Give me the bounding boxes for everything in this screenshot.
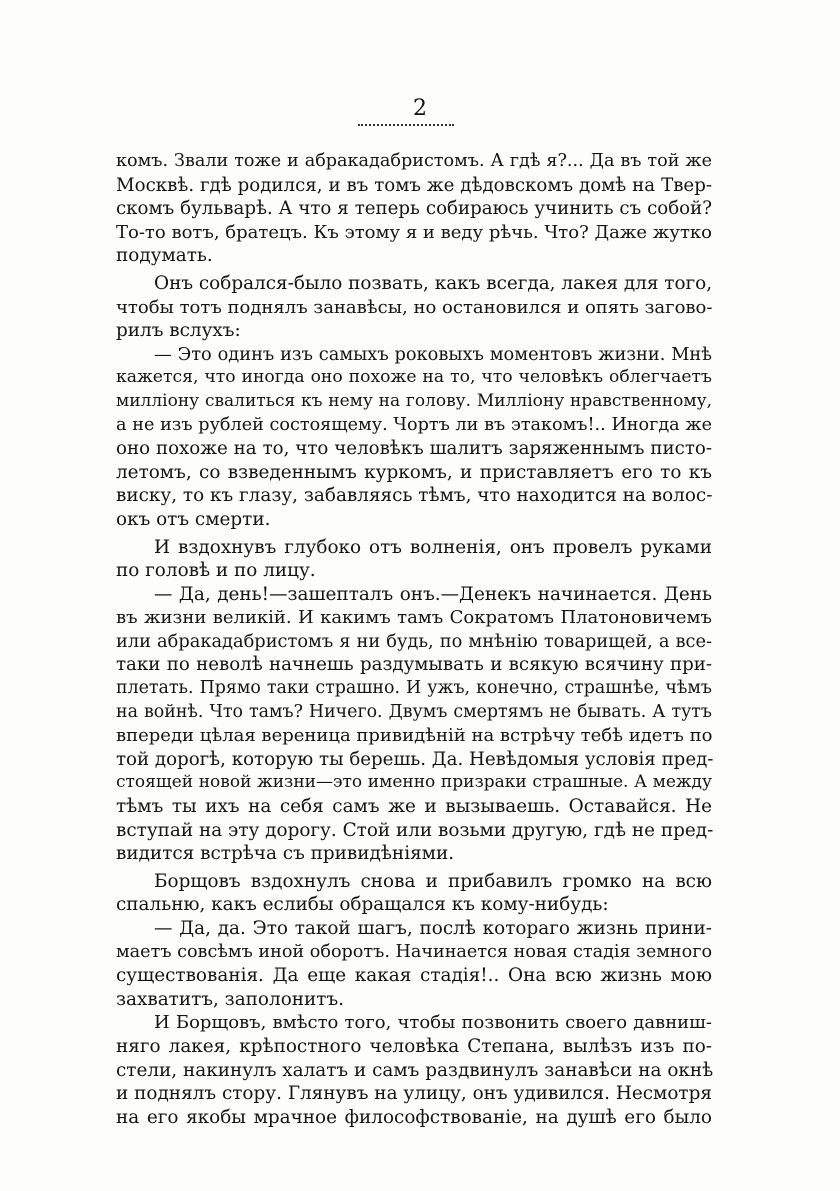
text-line: и поднялъ стору. Глянувъ на улицу, онъ удивился. Несмотря <box>116 1083 712 1105</box>
page-header <box>0 96 840 122</box>
text-line: окъ отъ смерти. <box>116 508 271 530</box>
text-line: захватитъ, заполонитъ. <box>116 988 344 1010</box>
text-line: спальню, какъ еслибы обращался къ кому-нибудь: <box>116 894 609 916</box>
text-line: таки по неволѣ начнешь раздумывать и всякую всячину при- <box>116 654 712 676</box>
text-line: той дорогѣ, которую ты берешь. Да. Невѣдомыя условія пред- <box>116 748 714 770</box>
text-line: на его якобы мрачное философствованіе, на душѣ его было <box>116 1106 712 1128</box>
text-line: по головѣ и по лицу. <box>116 560 316 582</box>
text-line: Борщовъ вздохнулъ снова и прибавилъ громко на всю <box>154 870 712 892</box>
text-line: въ жизни великій. И какимъ тамъ Сократомъ Платоновичемъ <box>116 607 712 629</box>
text-line: чтобы тотъ поднялъ занавѣсы, но остановился и опять загово- <box>116 296 713 318</box>
text-line: няго лакея, крѣпостного человѣка Степана, вылѣзъ изъ по- <box>116 1035 712 1057</box>
text-line: летомъ, со взведеннымъ куркомъ, и приставляетъ его то къ <box>116 461 712 483</box>
text-line: виску, то къ глазу, забавляясь тѣмъ, что находится на волос- <box>116 485 713 507</box>
text-line: существованія. Да еще какая стадія!.. Она всю жизнь мою <box>116 965 712 987</box>
page-number: 2 <box>413 96 427 121</box>
text-line: стоящей новой жизни—это именно призраки страшные. А между <box>116 772 712 793</box>
text-line: — Да, да. Это такой шагъ, послѣ котораго жизнь прини- <box>154 918 712 939</box>
text-line: И Борщовъ, вмѣсто того, чтобы позвонить своего давниш- <box>154 1012 712 1034</box>
text-line: вступай на эту дорогу. Стой или возьми другую, гдѣ не пред- <box>116 819 714 841</box>
text-line: тѣмъ ты ихъ на себя самъ же и вызываешь. Оставайся. Не <box>116 796 712 818</box>
text-line: — Да, день!—зашепталъ онъ.—Денекъ начинается. День <box>154 583 712 605</box>
text-line: а не изъ рублей состоящему. Чортъ ли въ этакомъ!.. Иногда же <box>116 414 712 435</box>
text-line: Москвѣ. гдѣ родился, и въ томъ же дѣдовскомъ домѣ на Твер- <box>116 174 712 196</box>
text-line: или абракадабристомъ я ни будь, по мнѣнію товарищей, а все- <box>116 630 712 652</box>
text-line: на войнѣ. Что тамъ? Ничего. Двумъ смертямъ не бывать. А тутъ <box>116 701 712 722</box>
text-line: рилъ вслухъ: <box>116 320 241 342</box>
text-line: кажется, что иногда оно похоже на то, что человѣкъ облегчаетъ <box>116 367 712 388</box>
text-line: стели, накинулъ халатъ и самъ раздвинулъ занавѣси на окнѣ <box>116 1059 714 1081</box>
text-line: И вздохнувъ глубоко отъ волненія, онъ провелъ руками <box>154 536 712 558</box>
text-line: маетъ совсѣмъ иной оборотъ. Начинается новая стадія земного <box>116 941 713 962</box>
header-divider <box>358 124 454 126</box>
text-line: Онъ собрался-было позвать, какъ всегда, лакея для того, <box>154 272 713 294</box>
text-line: оно похоже на то, что человѣкъ шалитъ заряженнымъ писто- <box>116 438 712 460</box>
text-line: плетать. Прямо таки страшно. И ужъ, конечно, страшнѣе, чѣмъ <box>116 678 712 699</box>
text-line: видится встрѣча съ привидѣніями. <box>116 843 455 865</box>
text-line: скомъ бульварѣ. А что я теперь собираюсь учинить съ собой? <box>116 198 712 220</box>
body-text <box>116 150 712 1129</box>
text-line: То-то вотъ, братецъ. Къ этому я и веду рѣчь. Что? Даже жутко <box>116 221 712 243</box>
text-line: — Это одинъ изъ самыхъ роковыхъ моментовъ жизни. Мнѣ <box>154 343 712 365</box>
text-line: комъ. Звали тоже и абракадабристомъ. А гдѣ я?... Да въ той же <box>116 151 712 171</box>
text-line: милліону свалиться къ нему на голову. Милліону нравственному, <box>116 390 712 411</box>
text-line: подумать. <box>116 245 213 267</box>
text-line: впереди цѣлая вереница привидѣній на встрѣчу тебѣ идетъ по <box>116 725 713 747</box>
